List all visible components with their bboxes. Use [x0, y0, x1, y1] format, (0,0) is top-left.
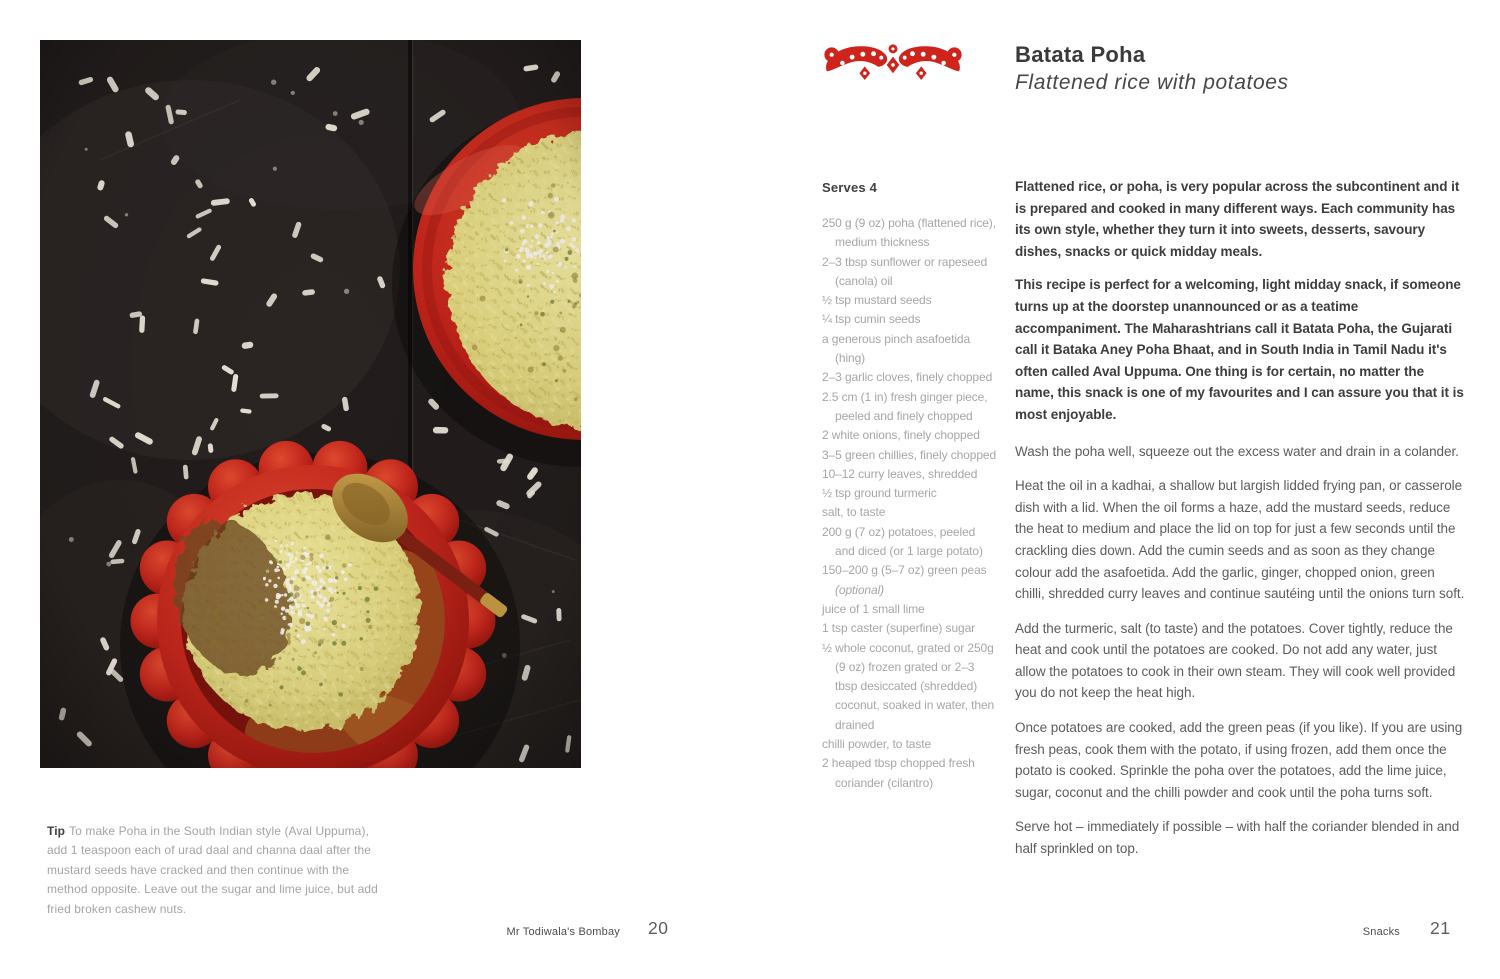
recipe-method: [1015, 441, 1465, 860]
ingredient-item: ½ tsp mustard seeds: [822, 293, 932, 308]
ingredients-list: [822, 214, 998, 793]
ingredient-item: 3–5 green chillies, finely chopped: [822, 447, 997, 462]
ingredient-item: juice of 1 small lime: [822, 601, 925, 616]
footer-section-label: Snacks: [1362, 926, 1400, 938]
ingredient-item: ½ tsp ground turmeric: [822, 486, 937, 501]
ingredient-item: 200 g (7 oz) potatoes, peeled and diced (or 1 large potato): [822, 524, 983, 559]
recipe-body: [1015, 176, 1465, 873]
tip-label: Tip: [47, 824, 66, 838]
ingredient-item: a generous pinch asafoetida (hing): [822, 331, 971, 366]
ingredient-item: 2 white onions, finely chopped: [822, 428, 980, 443]
method-paragraph: Add the turmeric, salt (to taste) and the potatoes. Cover tightly, reduce the heat and cook until the potatoes are cooked. Do not add any water, just allow the potatoes to cook in their own steam. They will cook well provided you do not keep the heat high.: [1015, 620, 1456, 701]
tip-note: [47, 822, 385, 919]
footer-book-title: Mr Todiwala's Bombay: [506, 926, 620, 938]
recipe-intro: [1015, 176, 1465, 426]
ingredient-item: 10–12 curry leaves, shredded: [822, 466, 978, 481]
ingredient-item: ½ whole coconut, grated or 250g (9 oz) frozen grated or 2–3 tbsp desiccated (shredded) coconut, soaked in water, then drained: [822, 640, 995, 732]
page-number-left: 20: [648, 918, 669, 938]
ingredient-item: 150–200 g (5–7 oz) green peas (optional): [822, 563, 987, 597]
ingredient-item: 2–3 garlic cloves, finely chopped: [822, 370, 993, 385]
ingredient-item: 2–3 tbsp sunflower or rapeseed (canola) oil: [822, 254, 988, 288]
page-number-right: 21: [1430, 918, 1451, 938]
tip-text: To make Poha in the South Indian style (Aval Uppuma), add 1 teaspoon each of urad daal and channa daal after the mustard seeds have cracked and then continue with the method opposite. Leave out the sugar and lime juice, but add fried broken cashew nuts.: [47, 824, 378, 916]
ingredient-item: chilli powder, to taste: [822, 737, 932, 752]
method-paragraph: Serve hot – immediately if possible – with half the coriander blended in and half sprinkled on top.: [1015, 819, 1460, 857]
intro-paragraph: Flattened rice, or poha, is very popular across the subcontinent and it is prepared and cooked in many different ways. Each community has its own style, whether they turn it into sweets, desserts, savoury dishes, snacks or quick midday meals.: [1015, 179, 1460, 259]
method-paragraph: Heat the oil in a kadhai, a shallow but largish lidded frying pan, or casserole dish with a lid. When the oil forms a haze, add the mustard seeds, reduce the heat to medium and place the lid on top for just a few seconds until the crackling dies down. Add the cumin seeds and as soon as they change colour add the asafoetida. Add the garlic, ginger, chopped onion, green chilli, shredded curry leaves and continue sautéing until the onions turn soft.: [1015, 478, 1465, 602]
ingredient-item: salt, to taste: [822, 505, 886, 520]
ingredient-item: 2 heaped tbsp chopped fresh coriander (cilantro): [822, 756, 975, 790]
decorative-border-icon: [820, 40, 966, 85]
ingredient-item: ¼ tsp cumin seeds: [822, 312, 921, 327]
recipe-title: Batata Poha: [1015, 42, 1146, 67]
recipe-photo: [40, 40, 581, 768]
serves-label: Serves 4: [822, 180, 878, 195]
intro-paragraph: This recipe is perfect for a welcoming, light midday snack, if someone turns up at the doorstep unannounced or as a teatime accompaniment. The Maharashtrians call it Batata Poha, the Gujarati call it Bataka Aney Poha Bhaat, and in South India in Tamil Nadu it's often called Aval Uppuma. One thing is for certain, no matter the name, this snack is one of my favourites and I can assure you that it is most enjoyable.: [1015, 277, 1464, 422]
ingredient-item: 250 g (9 oz) poha (flattened rice), medium thickness: [822, 216, 996, 250]
method-paragraph: Once potatoes are cooked, add the green peas (if you like). If you are using fresh peas, cook them with the potato, if using frozen, add them once the potato is cooked. Sprinkle the poha over the potatoes, add the lime juice, sugar, coconut and the chilli powder and cook until the poha turns soft.: [1015, 720, 1463, 800]
ingredient-item: 1 tsp caster (superfine) sugar: [822, 621, 976, 636]
recipe-subtitle: Flattened rice with potatoes: [1015, 71, 1289, 94]
method-paragraph: Wash the poha well, squeeze out the excess water and drain in a colander.: [1015, 443, 1459, 459]
ingredient-item: 2.5 cm (1 in) fresh ginger piece, peeled and finely chopped: [822, 389, 988, 423]
